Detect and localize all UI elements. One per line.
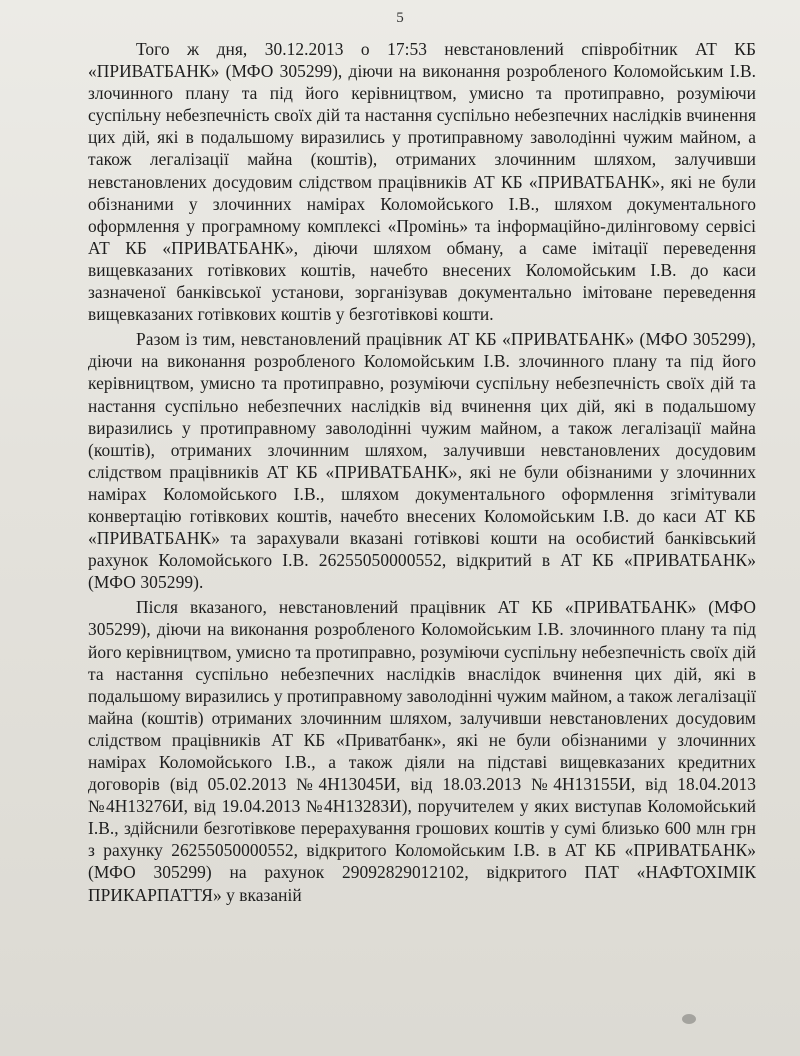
paragraph-1: Того ж дня, 30.12.2013 о 17:53 невстановлений співробітник АТ КБ «ПРИВАТБАНК» (МФО 305299), діючи на виконання розробленого Коломойським І.В. злочинного плану та під його керівництвом, умисно та протиправно, розуміючи суспільну небезпечність своїх дій та настання суспільно небезпечних наслідків вчинення цих дій, які в подальшому виразились у протиправному заволодінні чужим майном, а також легалізації майна (коштів), отриманих злочинним шляхом, залучивши невстановлених досудовим слідством працівників АТ КБ «ПРИВАТБАНК», які не були обізнаними у злочинних намірах Коломойського І.В., шляхом документального оформлення у програмному комплексі «Промінь» та інформаційно-дилінговому сервісі АТ КБ «ПРИВАТБАНК», діючи шляхом обману, а саме імітації переведення вищевказаних готівкових коштів, начебто внесених Коломойським І.В. до каси зазначеної банківської установи, зорганізував документально імітоване переведення вищевказаних готівкових коштів у безготівкові кошти. — [88, 39, 756, 325]
ink-smudge — [682, 1014, 696, 1024]
paragraph-2: Разом із тим, невстановлений працівник АТ КБ «ПРИВАТБАНК» (МФО 305299), діючи на виконання розробленого Коломойським І.В. злочинного плану та під його керівництвом, умисно та протиправно, розуміючи суспільну небезпечність своїх дій та настання суспільно небезпечних наслідків від вчинення цих дій, які в подальшому виразились у протиправному заволодінні чужим майном, а також легалізації майна (коштів), отриманих злочинним шляхом, залучивши невстановлених досудовим слідством працівників АТ КБ «ПРИВАТБАНК», які не були обізнаними у злочинних намірах Коломойського І.В., шляхом документального оформлення згімітували конвертацію готівкових коштів, начебто внесених Коломойським І.В. до каси АТ КБ «ПРИВАТБАНК» та зарахували вказані готівкові кошти на особистий банківський рахунок Коломойського І.В. 26255050000552, відкритий в АТ КБ «ПРИВАТБАНК» (МФО 305299). — [88, 329, 756, 593]
page-number: 5 — [396, 10, 404, 26]
paragraph-3: Після вказаного, невстановлений працівник АТ КБ «ПРИВАТБАНК» (МФО 305299), діючи на виконання розробленого Коломойським І.В. злочинного плану та під його керівництвом, умисно та протиправно, розуміючи суспільну небезпечність своїх дій та настання суспільно небезпечних наслідків внаслідок вчинення цих дій, які в подальшому виразились у протиправному заволодінні чужим майном, а також легалізації майна (коштів) отриманих злочинним шляхом, залучивши невстановлених досудовим слідством працівників АТ КБ «Приватбанк», які не були обізнаними у злочинних намірах Коломойського І.В., а також діяли на підставі вищевказаних кредитних договорів (від 05.02.2013 №4Н13045И, від 18.03.2013 №4Н13155И, від 18.04.2013 №4Н13276И, від 19.04.2013 №4Н13283И), поручителем у яких виступав Коломойський І.В., здійснили безготівкове перерахування грошових коштів у сумі близько 600 млн грн з рахунку 26255050000552, відкритого Коломойським І.В. в АТ КБ «ПРИВАТБАНК» (МФО 305299) на рахунок 29092829012102, відкритого ПАТ «НАФТОХІМІК ПРИКАРПАТТЯ» у вказаній — [88, 597, 756, 905]
document-body — [88, 38, 756, 906]
